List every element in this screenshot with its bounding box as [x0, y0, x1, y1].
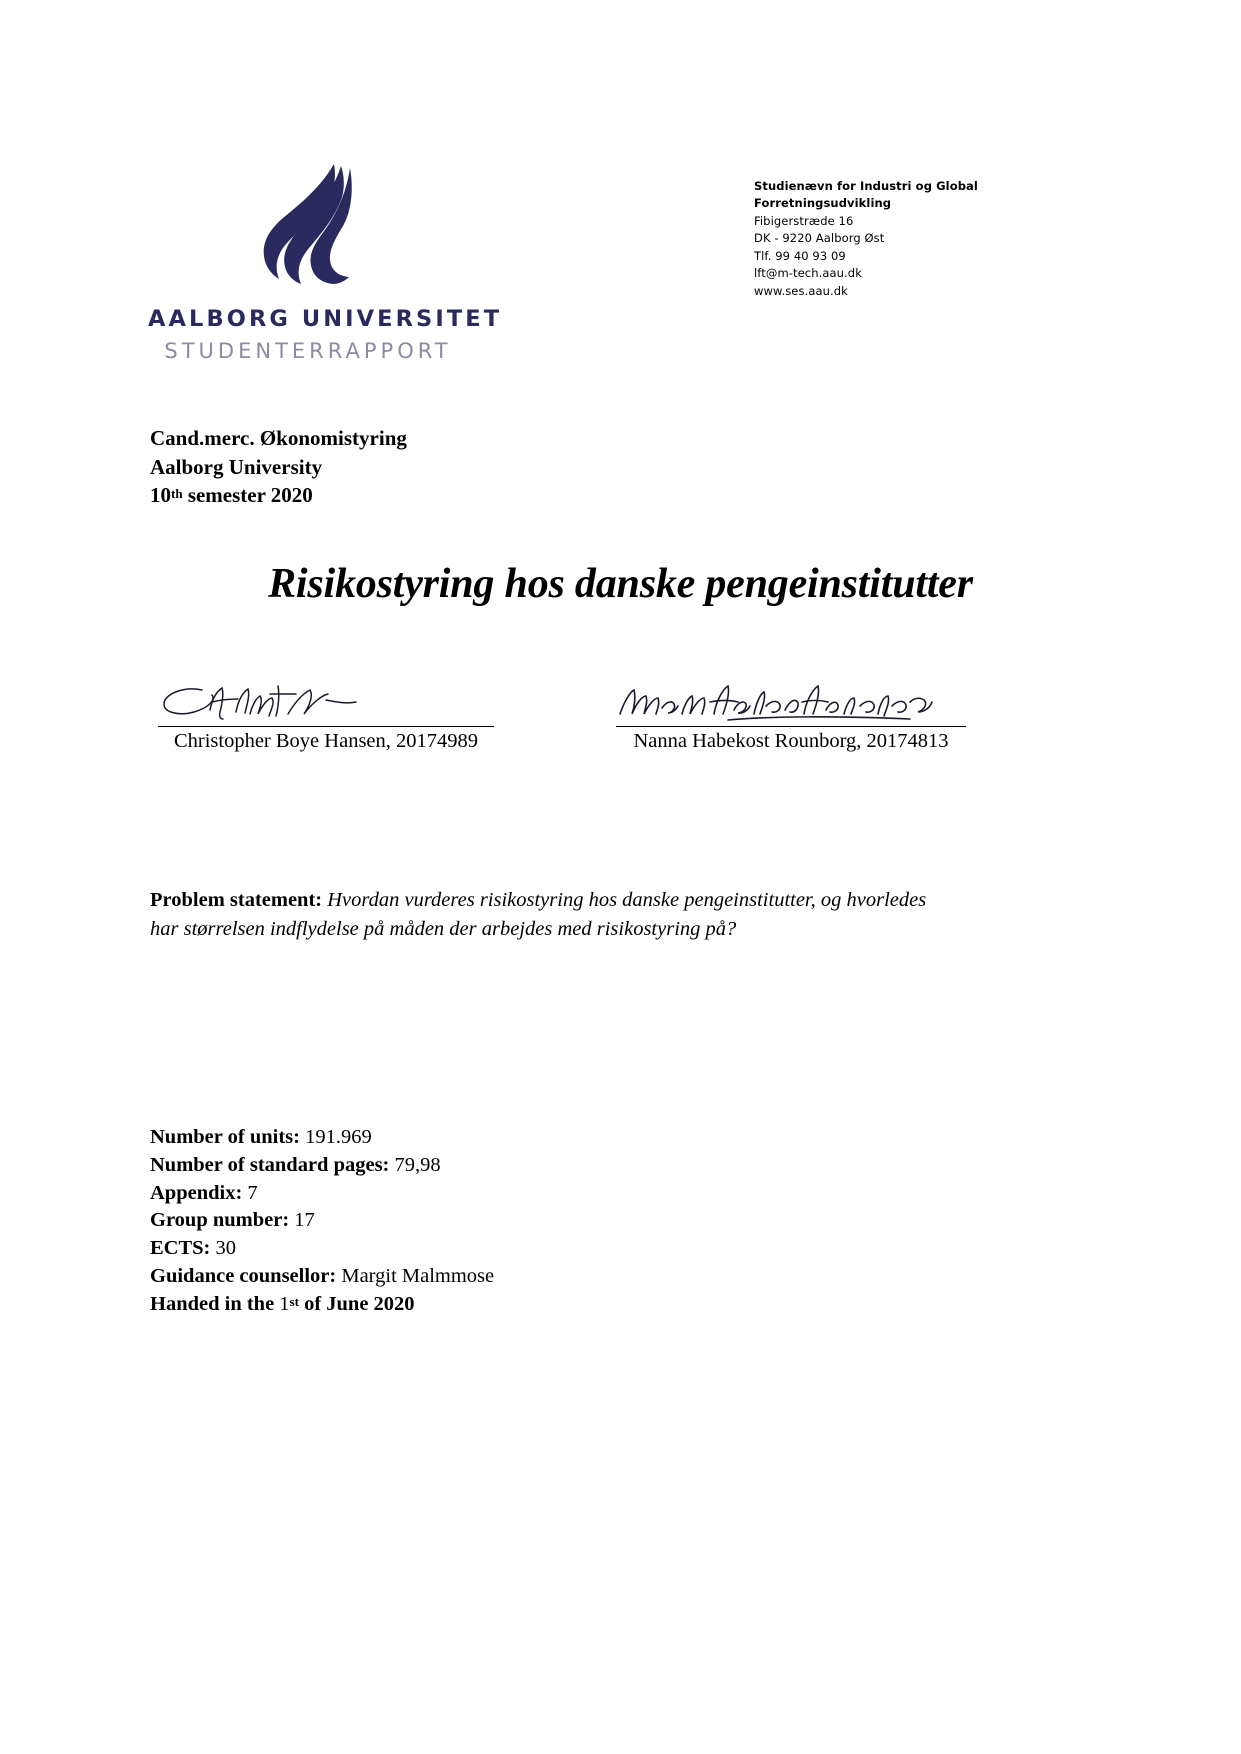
address-line-2: Forretningsudvikling	[754, 196, 892, 211]
metadata-row	[150, 1180, 494, 1208]
metadata-value: 17	[289, 1209, 315, 1232]
semester-number: 10	[150, 483, 171, 508]
handed-in-year: 2020	[373, 1292, 415, 1315]
handed-in-prefix: Handed in the	[150, 1292, 280, 1315]
metadata-key: ECTS:	[150, 1237, 211, 1260]
signature-name-1: Christopher Boye Hansen, 20174989	[173, 730, 479, 752]
address-line-1: Studienævn for Industri og Global	[754, 179, 978, 193]
handwritten-signature-1	[150, 680, 570, 726]
signature-name-2: Nanna Habekost Rounborg, 20174813	[633, 730, 949, 752]
metadata-row	[150, 1124, 494, 1152]
handed-in-ordinal: st	[289, 1293, 299, 1309]
university-name: Aalborg University	[150, 454, 323, 479]
problem-statement	[150, 886, 958, 944]
handed-in-row	[150, 1291, 494, 1319]
handed-in-suffix: of June	[298, 1292, 374, 1315]
page-title: Risikostyring hos danske pengeinstitutter	[268, 561, 973, 607]
handed-in-day: 1	[279, 1292, 290, 1315]
problem-statement-label: Problem statement:	[150, 889, 323, 911]
problem-statement-text: Hvordan vurderes risikostyring hos danske pengeinstitutter, og hvorledes har størrelsen indflydelse på måden der arbejdes med risikostyring på?	[150, 889, 927, 941]
metadata-row	[150, 1207, 494, 1235]
metadata-key: Appendix:	[150, 1181, 243, 1204]
metadata-value: Margit Malmmose	[336, 1264, 495, 1287]
semester-line	[150, 481, 407, 510]
metadata-value: 191.969	[299, 1126, 372, 1148]
address-website: www.ses.aau.dk	[754, 283, 848, 298]
logo-title: AALBORG UNIVERSITET	[148, 306, 503, 332]
signature-block-1	[150, 680, 570, 753]
metadata-key: Group number:	[150, 1209, 290, 1232]
programme-name: Cand.merc. Økonomistyring	[150, 426, 407, 450]
metadata-value: 30	[210, 1237, 237, 1260]
metadata-key: Number of units:	[150, 1126, 300, 1148]
address-city: DK - 9220 Aalborg Øst	[754, 231, 885, 246]
metadata-key: Guidance counsellor:	[150, 1264, 337, 1287]
signature-block-2	[610, 680, 1030, 753]
course-info-block	[150, 424, 407, 510]
metadata-key: Number of standard pages:	[150, 1153, 390, 1176]
semester-rest: semester 2020	[187, 483, 313, 508]
semester-ordinal: th	[171, 486, 183, 502]
department-address-block	[754, 178, 978, 300]
handwritten-signature-2	[610, 680, 1030, 726]
address-street: Fibigerstræde 16	[754, 213, 854, 228]
report-metadata-block	[150, 1124, 494, 1318]
metadata-row	[150, 1263, 494, 1291]
signatures-row	[150, 680, 1100, 770]
metadata-value: 7	[242, 1181, 258, 1204]
logo-subtitle: STUDENTERRAPPORT	[164, 339, 452, 363]
metadata-value: 79,98	[389, 1153, 441, 1176]
address-email: lft@m-tech.aau.dk	[754, 266, 862, 281]
metadata-row	[150, 1235, 494, 1263]
metadata-row	[150, 1152, 494, 1180]
address-phone: Tlf. 99 40 93 09	[754, 248, 846, 263]
aalborg-university-flame-logo-icon	[238, 160, 378, 290]
aalborg-university-logo-block	[148, 160, 503, 363]
